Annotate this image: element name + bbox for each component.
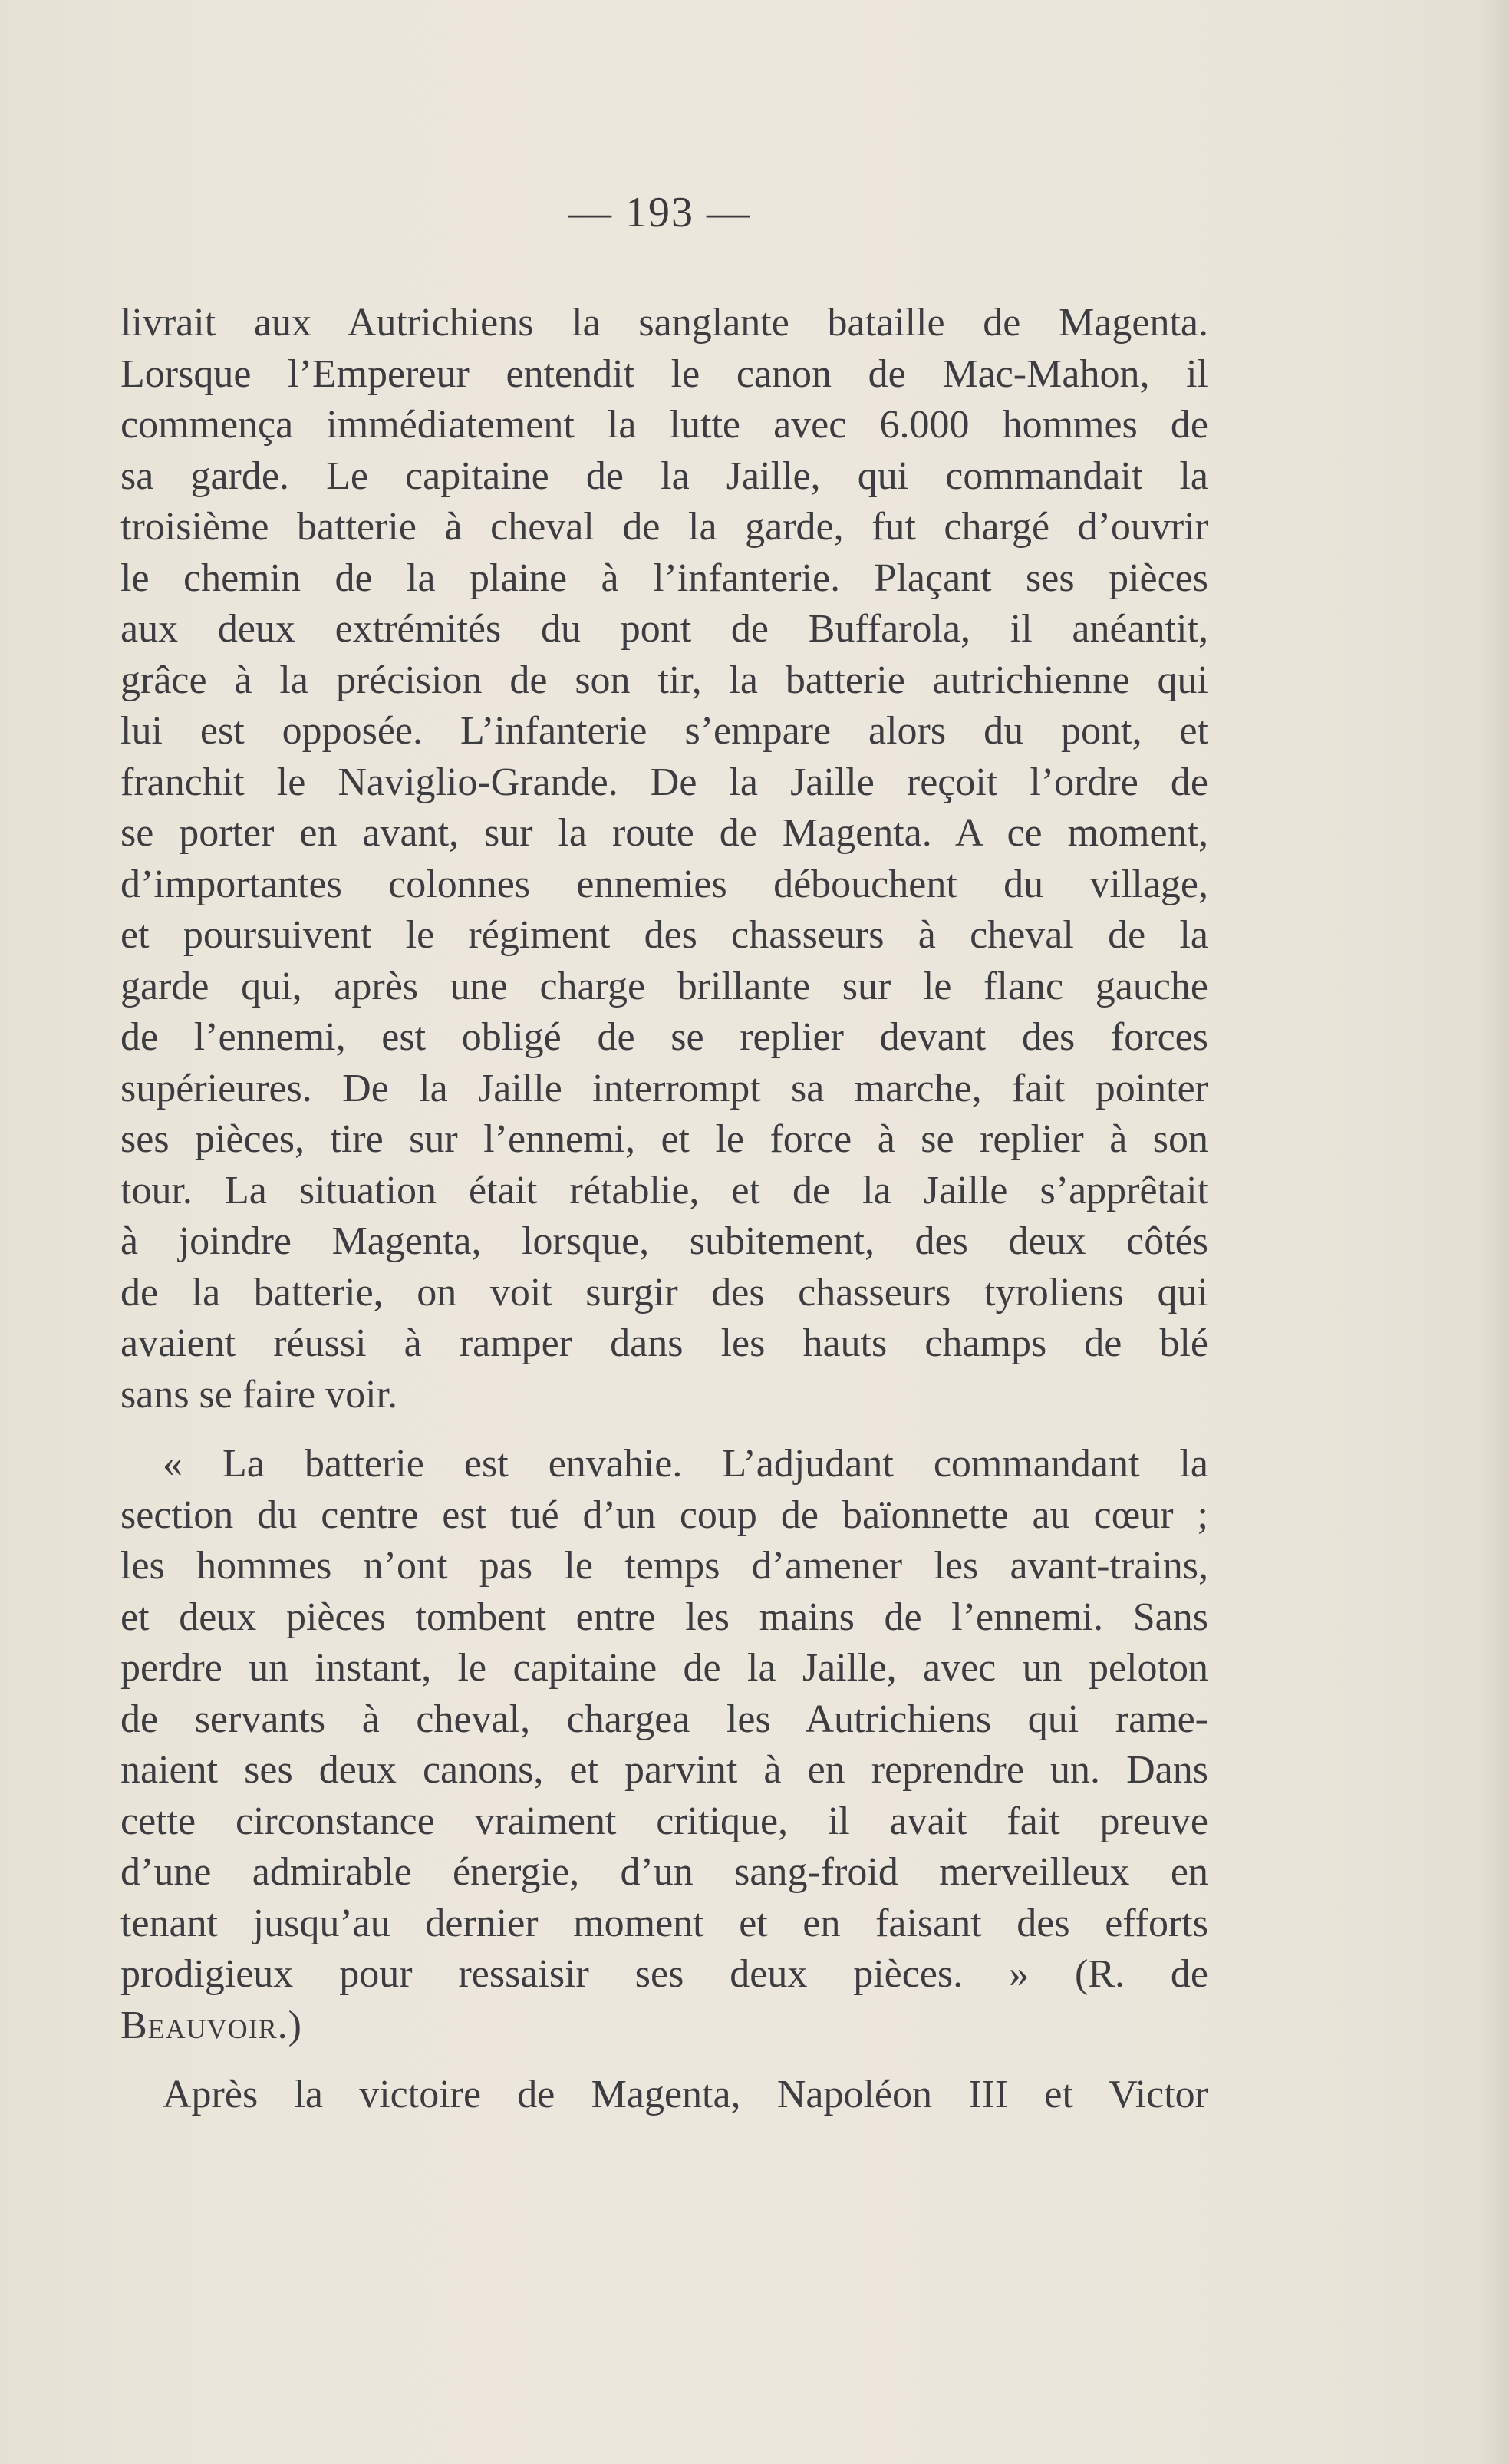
- text-line: perdre un instant, le capitaine de la Jaille, avec un peloton: [120, 1646, 1208, 1690]
- body-text: [120, 298, 1208, 2121]
- text-line: commença immédiatement la lutte avec 6.000 hommes de: [120, 403, 1208, 447]
- text-line: section du centre est tué d’un coup de baïonnette au cœur ;: [120, 1493, 1208, 1537]
- text-line: garde qui, après une charge brillante sur le flanc gauche: [120, 964, 1208, 1008]
- page-edge-shadow: [1478, 0, 1509, 2464]
- paragraph-2-quote: [120, 1439, 1208, 2051]
- text-line: « La batterie est envahie. L’adjudant commandant la: [163, 1442, 1208, 1486]
- text-line: et poursuivent le régiment des chasseurs à cheval de la: [120, 913, 1208, 957]
- text-line: Lorsque l’Empereur entendit le canon de Mac-Mahon, il: [120, 351, 1208, 396]
- text-line: le chemin de la plaine à l’infanterie. Plaçant ses pièces: [120, 556, 1208, 600]
- text-line: et deux pièces tombent entre les mains de l’ennemi. Sans: [120, 1595, 1208, 1639]
- paragraph-3: [120, 2070, 1208, 2121]
- text-line: lui est opposée. L’infanterie s’empare alors du pont, et: [120, 709, 1208, 753]
- text-line: les hommes n’ont pas le temps d’amener les avant-trains,: [120, 1544, 1208, 1588]
- text-line: de servants à cheval, chargea les Autrichiens qui rame-: [120, 1697, 1208, 1741]
- text-line: supérieures. De la Jaille interrompt sa marche, fait pointer: [120, 1066, 1208, 1110]
- text-line: tour. La situation était rétablie, et de la Jaille s’apprêtait: [120, 1168, 1208, 1212]
- text-line: d’importantes colonnes ennemies débouchent du village,: [120, 862, 1208, 906]
- text-line: Après la victoire de Magenta, Napoléon III et Victor: [163, 2073, 1208, 2116]
- text-line: grâce à la précision de son tir, la batterie autrichienne qui: [120, 658, 1208, 702]
- text-line: tenant jusqu’au dernier moment et en faisant des efforts: [120, 1901, 1208, 1945]
- text-line: ses pièces, tire sur l’ennemi, et le force à se replier à son: [120, 1117, 1208, 1161]
- citation-author: Beauvoir.): [120, 2003, 302, 2047]
- text-line: se porter en avant, sur la route de Magenta. A ce moment,: [120, 811, 1208, 855]
- text-line: franchit le Naviglio-Grande. De la Jaille reçoit l’ordre de: [120, 760, 1208, 804]
- text-line: prodigieux pour ressaisir ses deux pièces. » (R. de: [120, 1952, 1208, 1996]
- text-line: naient ses deux canons, et parvint à en reprendre un. Dans: [120, 1748, 1208, 1792]
- text-line: aux deux extrémités du pont de Buffarola, il anéantit,: [120, 607, 1208, 651]
- text-line: de la batterie, on voit surgir des chasseurs tyroliens qui: [120, 1270, 1208, 1314]
- text-line: d’une admirable énergie, d’un sang-froid merveilleux en: [120, 1850, 1208, 1894]
- text-line: troisième batterie à cheval de la garde, fut chargé d’ouvrir: [120, 505, 1208, 549]
- text-line: avaient réussi à ramper dans les hauts champs de blé: [120, 1321, 1208, 1365]
- text-line: sa garde. Le capitaine de la Jaille, qui commandait la: [120, 454, 1208, 498]
- text-line: cette circonstance vraiment critique, il avait fait preuve: [120, 1799, 1208, 1843]
- text-line: à joindre Magenta, lorsque, subitement, des deux côtés: [120, 1219, 1208, 1263]
- text-line: livrait aux Autrichiens la sanglante bataille de Magenta.: [120, 301, 1208, 345]
- text-line: de l’ennemi, est obligé de se replier devant des forces: [120, 1015, 1208, 1059]
- page-number: — 193 —: [568, 189, 751, 236]
- paragraph-1: [120, 298, 1208, 1420]
- text-line: sans se faire voir.: [120, 1372, 398, 1417]
